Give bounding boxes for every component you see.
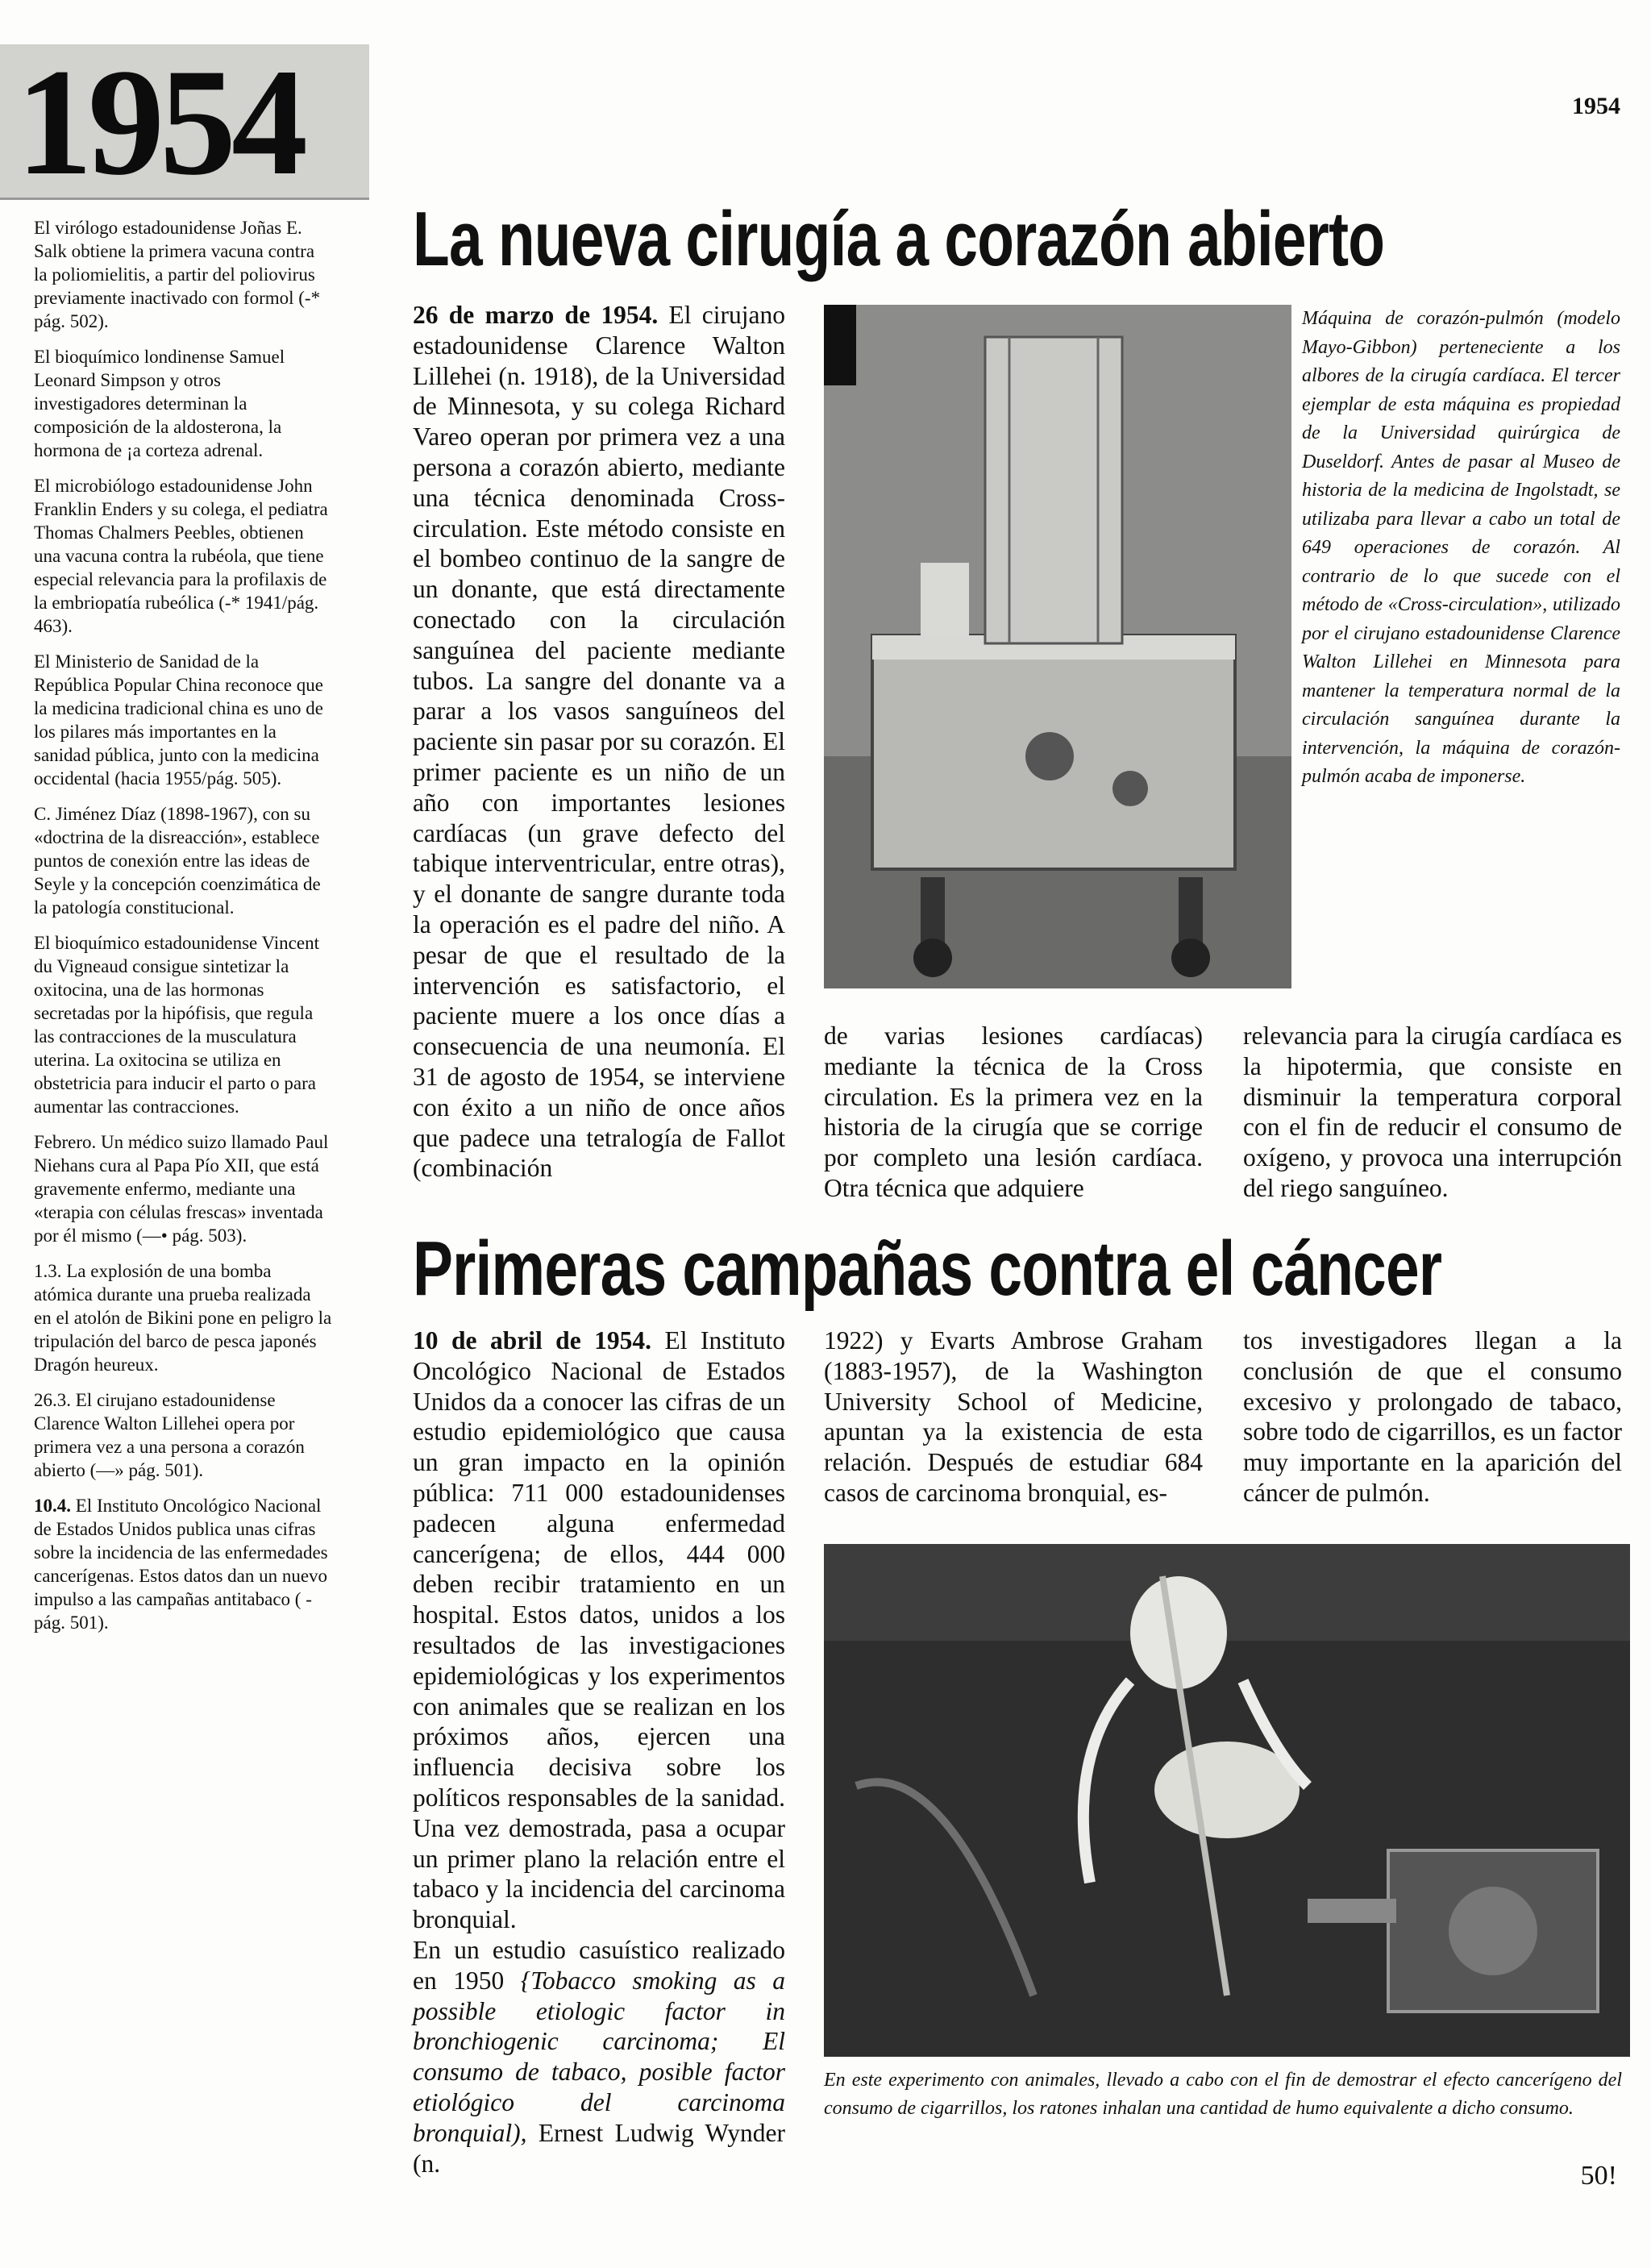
article-dateline: 26 de marzo de 1954. — [413, 301, 659, 329]
year-banner-text: 1954 — [16, 38, 303, 207]
article-column — [413, 1325, 785, 2179]
photo-caption: Máquina de corazón-pulmón (modelo Mayo-Gibbon) perteneciente a los albores de la cirugía cardíaca. El tercer ejemplar de esta máquina es propiedad de la Universidad quirúrgica de Duseldorf. Antes de pasar al Museo de historia de la medicina de Ingolstadt, se utilizaba para llevar a cabo un total de 649 operaciones de corazón. Al contrario de lo que sucede con el método de «Cross-circulation», utilizado por el cirujano estadounidense Clarence Walton Lillehei en Minnesota para mantener la temperatura normal de la circulación sanguínea durante la intervención, la máquina de corazón-pulmón acaba de imponerse. — [1302, 308, 1620, 787]
article-body-text: 1922) y Evarts Ambrose Graham (1883-1957), de la Washington University School of Medicine, apuntan ya la existencia de esta relación. Después de estudiar 684 casos de carcinoma bronquial, es- — [824, 1326, 1203, 1507]
article-body-text: de varias lesiones cardíacas) mediante la técnica de la Cross circulation. Es la primera vez en la historia de la cirugía que se corrige por completo una lesión cardíaca. Otra técnica que adquiere — [824, 1022, 1203, 1202]
article-body-text: relevancia para la cirugía cardíaca es la hipotermia, que consiste en disminuir la temperatura corporal con el fin de reducir el consumo de oxígeno, y provoca una interrupción del riego sanguíneo. — [1243, 1022, 1622, 1202]
article-headline: Primeras campañas contra el cáncer — [413, 1226, 1442, 1312]
chronology-entry — [34, 1494, 332, 1634]
chronology-entry: 26.3. El cirujano estadounidense Clarence Walton Lillehei opera por primera vez a una persona a corazón abierto (—» pág. 501). — [34, 1390, 305, 1480]
article-body-text: El Instituto Oncológico Nacional de Estados Unidos da a conocer las cifras de un estudio epidemiológico que causa un gran impacto en la opinión pública: 711 000 estadounidenses padecen alguna enfermedad cancerígena; de ellos, 444 000 deben recibir tratamiento en un hospital. Estos datos, unidos a los resultados de las investigaciones epidemiológicas y los experimentos con animales que se realizan en los próximos años, ejercen una influencia decisiva sobre los políticos responsables de la sanidad. Una vez demostrada, pasa a ocupar un primer plano la relación entre el tabaco y la incidencia del carcinoma bronquial. — [413, 1326, 785, 1934]
chronology-entry: C. Jiménez Díaz (1898-1967), con su «doctrina de la disreacción», establece puntos de conexión entre las ideas de Seyle y la concepción coenzimática de la patología constitucional. — [34, 804, 321, 918]
mice-experiment-illustration — [824, 1544, 1630, 2057]
chronology-entry-text: El Instituto Oncológico Nacional de Estados Unidos publica unas cifras sobre la incidencia de las enfermedades cancerígenas. Estos datos dan un nuevo impulso a las campañas antitabaco ( - pág. 501). — [34, 1496, 328, 1633]
article-body-text: tos investigadores llegan a la conclusión de que el consumo excesivo y prolongado de tabaco, sobre todo de cigarrillos, es un factor muy importante en la aparición del cáncer de pulmón. — [1243, 1326, 1622, 1507]
running-header-year: 1954 — [1572, 93, 1620, 119]
chronology-entry: Febrero. Un médico suizo llamado Paul Niehans cura al Papa Pío XII, que está gravemente enfermo, mediante una «terapia con células frescas» inventada por él mismo (—• pág. 503). — [34, 1132, 329, 1246]
year-banner — [0, 38, 369, 207]
chronology-sidebar — [34, 216, 332, 1646]
chronology-entry: El Ministerio de Sanidad de la República Popular China reconoce que la medicina tradicional china es uno de los pilares más importantes en la sanidad pública, junto con la medicina occidental (hacia 1955/pág. 505). — [34, 651, 323, 789]
chronology-entry: 1.3. La explosión de una bomba atómica durante una prueba realizada en el atolón de Bikini pone en peligro la tripulación del barco de pesca japonés Dragón heureux. — [34, 1261, 332, 1375]
chronology-entry: El virólogo estadounidense Joñas E. Salk obtiene la primera vacuna contra la poliomielitis, a partir del poliovirus previamente inactivado con formol (-* pág. 502). — [34, 218, 321, 331]
chronology-entry: El bioquímico londinense Samuel Leonard Simpson y otros investigadores determinan la composición de la aldosterona, la hormona de ¡a corteza adrenal. — [34, 347, 285, 460]
chronology-entry-date: 10.4. — [34, 1496, 71, 1516]
article-column — [1243, 1325, 1622, 1509]
mice-experiment-photo — [824, 1544, 1630, 2057]
article-headline: La nueva cirugía a corazón abierto — [413, 196, 1385, 282]
article-column — [1243, 1021, 1622, 1204]
article-column — [824, 1325, 1203, 1509]
article-body-text: En un estudio casuístico realizado en 1950 — [413, 1935, 785, 1995]
article-column — [824, 1021, 1203, 1204]
heart-lung-machine-photo — [824, 305, 1291, 988]
heart-lung-machine-illustration — [824, 305, 1291, 988]
article-body-text: El cirujano estadounidense Clarence Walton Lillehei (n. 1918), de la Universidad de Minnesota, y su colega Richard Vareo operan por primera vez a una persona a corazón abierto, mediante una técnica denominada Cross-circulation. Este método consiste en el bombeo continuo de la sangre de un donante, que está directamente conectado con la circulación sanguínea del paciente mediante tubos. La sangre del donante va a parar a los vasos sanguíneos del paciente sin pasar por su corazón. El primer paciente es un niño de un año con importantes lesiones cardíacas (un grave defecto del tabique interventricular, entre otras), y el donante de sangre durante toda la operación es el padre del niño. A pesar de que el resultado de la intervención es satisfactorio, el paciente muere a los once días a consecuencia de una neumonía. El 31 de agosto de 1954, se interviene con éxito a un niño de once años que padece una tetralogía de Fallot (combinación — [413, 301, 786, 1183]
photo-caption: En este experimento con animales, llevado a cabo con el fin de demostrar el efecto cancerígeno del consumo de cigarrillos, los ratones inhalan una cantidad de humo equivalente a dicho consumo. — [824, 2070, 1622, 2119]
article-dateline: 10 de abril de 1954. — [413, 1326, 652, 1355]
article-citation: {Tobacco smoking as a possible etiologic factor in bronchiogenic carcinoma; El consumo de tabaco, posible factor etiológico del carcinoma bronquial), — [413, 1966, 786, 2147]
chronology-entry: El microbiólogo estadounidense John Franklin Enders y su colega, el pediatra Thomas Chalmers Peebles, obtienen una vacuna contra la rubéola, que tiene especial relevancia para la profilaxis de la embriopatía rubeólica (-* 1941/pág. 463). — [34, 476, 328, 636]
article-column — [413, 300, 785, 1184]
chronology-entry: El bioquímico estadounidense Vincent du Vigneaud consigue sintetizar la oxitocina, una de las hormonas secretadas por la hipófisis, que regula las contracciones de la musculatura uterina. La oxitocina se utiliza en obstetricia para inducir el parto o para aumentar las contracciones. — [34, 933, 319, 1117]
page-number: 50! — [1580, 2161, 1617, 2191]
article-body-text: Ernest Ludwig Wynder (n. — [413, 2118, 785, 2178]
